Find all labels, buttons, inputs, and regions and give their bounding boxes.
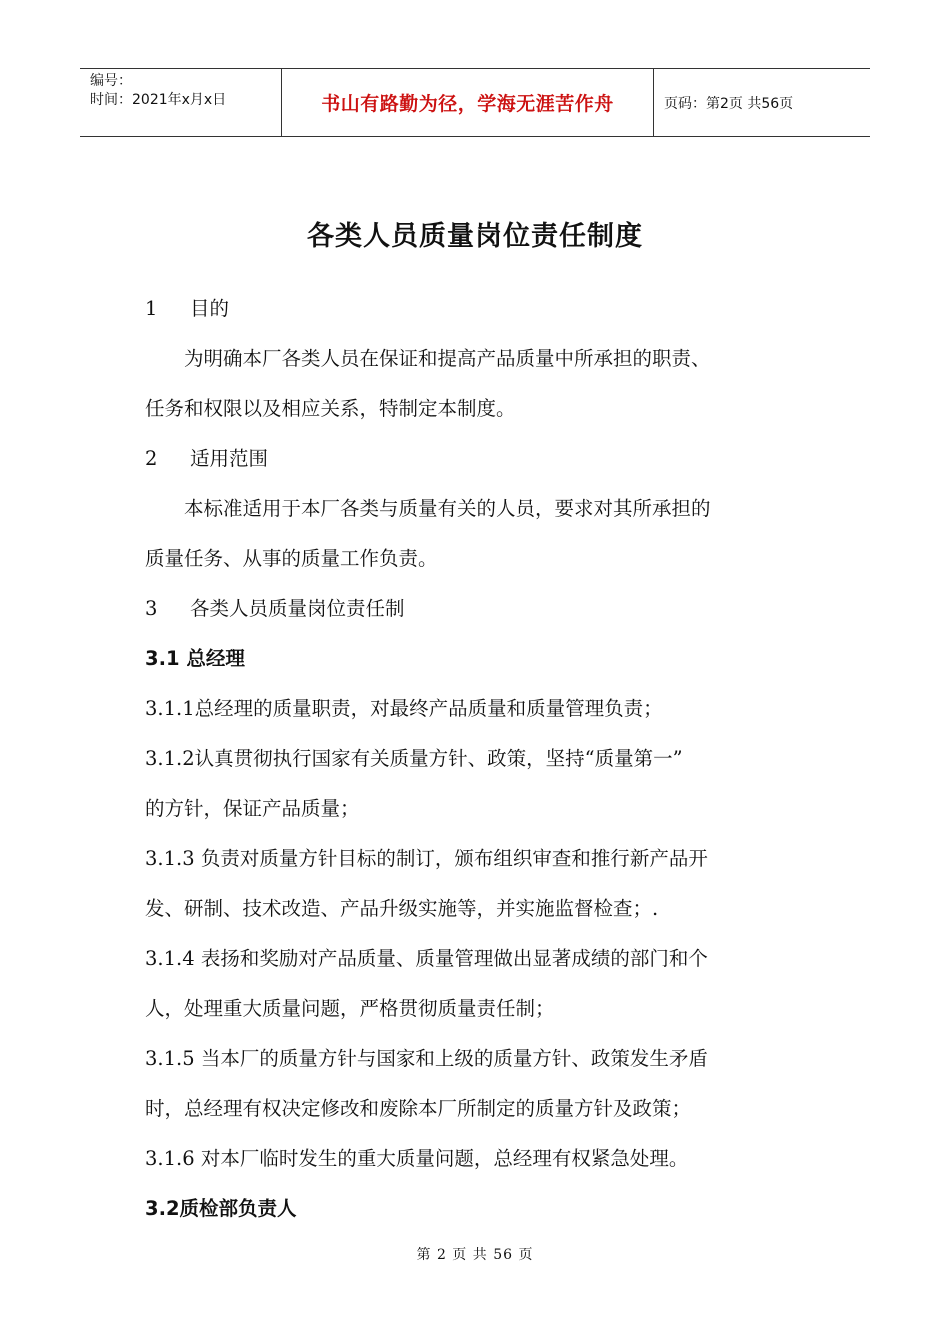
- header-info-cell: [80, 69, 282, 136]
- body-line: 质量任务、从事的质量工作负责。: [145, 547, 438, 570]
- section-heading: [145, 596, 810, 622]
- body-line: 3.1.1总经理的质量职责，对最终产品质量和质量管理负责；: [145, 697, 663, 720]
- section-heading: [145, 296, 810, 322]
- body-line: 的方针，保证产品质量；: [145, 797, 360, 820]
- section-heading: [145, 446, 810, 472]
- body-line: 本标准适用于本厂各类与质量有关的人员，要求对其所承担的: [145, 497, 711, 520]
- subsection-heading: 3.1 总经理: [145, 647, 245, 670]
- header-motto-cell: [282, 69, 654, 136]
- document-time-label: 时间：2021年x月x日: [90, 92, 227, 108]
- body-line: 时，总经理有权决定修改和废除本厂所制定的质量方针及政策；: [145, 1097, 692, 1120]
- body-line: 任务和权限以及相应关系，特制定本制度。: [145, 397, 516, 420]
- section-title: 适用范围: [190, 447, 269, 470]
- header-page-info: 页码：第2页 共56页: [664, 95, 794, 112]
- body-line: 3.1.2认真贯彻执行国家有关质量方针、政策，坚持“质量第一”: [145, 747, 683, 770]
- document-number-label: 编号：: [90, 73, 132, 89]
- body-line: 人，处理重大质量问题，严格贯彻质量责任制；: [145, 997, 555, 1020]
- body-line: 3.1.5 当本厂的质量方针与国家和上级的质量方针、政策发生矛盾: [145, 1047, 708, 1070]
- header-motto: 书山有路勤为径，学海无涯苦作舟: [321, 93, 614, 115]
- body-line: 3.1.3 负责对质量方针目标的制订，颁布组织审查和推行新产品开: [145, 847, 708, 870]
- body-line: 发、研制、技术改造、产品升级实施等，并实施监督检查；.: [145, 897, 659, 920]
- section-title: 各类人员质量岗位责任制: [190, 597, 405, 620]
- body-line: 为明确本厂各类人员在保证和提高产品质量中所承担的职责、: [145, 347, 711, 370]
- section-number: 3: [145, 597, 158, 620]
- header-table: [80, 68, 870, 137]
- body-line: 3.1.4 表扬和奖励对产品质量、质量管理做出显著成绩的部门和个: [145, 947, 708, 970]
- section-number: 1: [145, 297, 158, 320]
- body-line: 3.1.6 对本厂临时发生的重大质量问题，总经理有权紧急处理。: [145, 1147, 689, 1170]
- header-page-cell: [654, 69, 870, 136]
- page-footer: 第 2 页 共 56 页: [416, 1247, 534, 1263]
- section-title: 目的: [190, 297, 230, 320]
- document-title: 各类人员质量岗位责任制度: [307, 221, 643, 252]
- section-number: 2: [145, 447, 158, 470]
- subsection-heading: 3.2质检部负责人: [145, 1197, 297, 1220]
